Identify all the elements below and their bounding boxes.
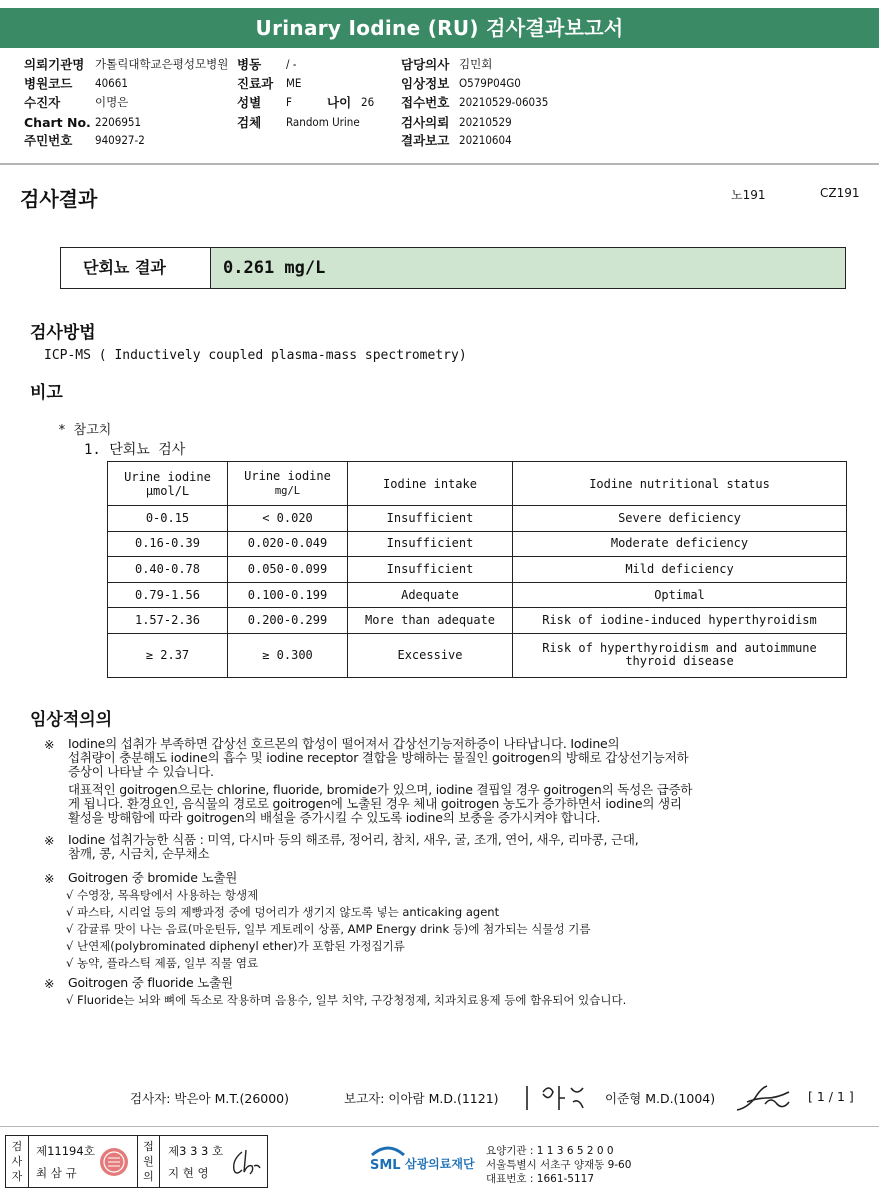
cell: Adequate bbox=[348, 582, 513, 608]
cell: 0.050-0.099 bbox=[228, 557, 348, 583]
patient-value: 이명은 bbox=[95, 95, 129, 109]
chart-value: 2206951 bbox=[95, 115, 142, 129]
header-umol: Urine iodine μmol/L bbox=[108, 462, 228, 506]
hospital-code-value: 40661 bbox=[95, 76, 128, 90]
doctor-value: 김민회 bbox=[459, 57, 493, 71]
table-row bbox=[108, 633, 847, 677]
institution-code: 요양기관 : 1 1 3 6 5 2 0 0 bbox=[486, 1145, 614, 1157]
remark-heading: 비고 bbox=[30, 383, 63, 403]
address: 서울특별시 서초구 양재동 9-60 bbox=[486, 1159, 632, 1171]
table-row bbox=[108, 531, 847, 557]
cell: Excessive bbox=[348, 633, 513, 677]
table-row bbox=[108, 506, 847, 532]
name-1: 최 삼 규 bbox=[36, 1166, 77, 1180]
result-label: 단회뇨 결과 bbox=[61, 248, 211, 288]
reporter-signature bbox=[521, 1078, 591, 1118]
clinical-label: 임상정보 bbox=[401, 76, 450, 91]
name-2: 지 현 영 bbox=[168, 1166, 209, 1180]
specimen-label: 검체 bbox=[237, 115, 262, 130]
resident-value: 940927-2 bbox=[95, 133, 145, 147]
bromide-item: √ 수영장, 목욕탕에서 사용하는 항생제 bbox=[66, 888, 259, 902]
paragraph-3: Iodine 섭취가능한 식품 : 미역, 다시마 등의 해조류, 정어리, 참치, 새우, 굴, 조개, 연어, 새우, 리마콩, 근대, 참깨, 콩, 시금치, 순무채소 bbox=[68, 832, 639, 861]
doctor-signature bbox=[228, 1146, 264, 1178]
footer-divider bbox=[0, 1126, 879, 1127]
svg-text:SML: SML bbox=[370, 1158, 401, 1173]
cell: Insufficient bbox=[348, 531, 513, 557]
note-mark: ※ bbox=[44, 737, 55, 752]
bromide-item: √ 감귤류 맛이 나는 음료(마운틴듀, 일부 게토레이 상품, AMP Energy drink 등)에 첨가되는 식물성 기름 bbox=[66, 922, 591, 936]
table-row bbox=[108, 557, 847, 583]
paragraph-2: 대표적인 goitrogen으로는 chlorine, fluoride, bromide가 있으며, iodine 결핍일 경우 goitrogen의 독성은 급증하 게 됩니다. 환경요인, 음식물의 경로로 goitrogen에 노출된 경우 체내 goitrogen 농도가 증가하면서 iodine의 생리 활성을 방해함에 따라 goitrogen의 배설을 증가시킬 수 있도록 iodine의 보충을 증가시켜야 합니다. bbox=[68, 782, 693, 825]
result-heading: 검사결과 bbox=[20, 187, 98, 211]
bromide-item: √ 난연제(polybrominated diphenyl ether)가 포함된 가정집기류 bbox=[66, 939, 405, 953]
cell: 0.79-1.56 bbox=[108, 582, 228, 608]
hospital-code-label: 병원코드 bbox=[24, 76, 73, 91]
table-row bbox=[108, 582, 847, 608]
table-header-row bbox=[108, 462, 847, 506]
hospital-value: 가톨릭대학교은평성모병원 bbox=[95, 57, 229, 71]
patient-label: 수진자 bbox=[24, 95, 61, 110]
cell: Moderate deficiency bbox=[513, 531, 847, 557]
cell: Severe deficiency bbox=[513, 506, 847, 532]
header-status: Iodine nutritional status bbox=[513, 462, 847, 506]
doctor-label: 담당의사 bbox=[401, 57, 450, 72]
request-label: 검사의뢰 bbox=[401, 115, 450, 130]
page-number: [ 1 / 1 ] bbox=[808, 1089, 854, 1104]
request-value: 20210529 bbox=[459, 115, 512, 129]
reception-value: 20210529-06035 bbox=[459, 95, 549, 109]
license-1: 제11194호 bbox=[36, 1144, 95, 1158]
cell: More than adequate bbox=[348, 608, 513, 634]
license-2: 제3 3 3 호 bbox=[168, 1144, 224, 1158]
bromide-item: √ 파스타, 시리얼 등의 제빵과정 중에 덩어리가 생기지 않도록 넣는 anticaking agent bbox=[66, 905, 500, 919]
fluoride-title: Goitrogen 중 fluoride 노출원 bbox=[68, 975, 233, 990]
patient-info bbox=[24, 55, 864, 155]
cell: Insufficient bbox=[348, 506, 513, 532]
cell: 0.40-0.78 bbox=[108, 557, 228, 583]
specimen-value: Random Urine bbox=[286, 115, 360, 129]
cell: ≥ 2.37 bbox=[108, 633, 228, 677]
clinical-heading: 임상적의의 bbox=[30, 710, 113, 730]
reporter-sign: 보고자: 이아람 M.D.(1121) bbox=[344, 1091, 499, 1106]
reference-subtitle: 1. 단회뇨 검사 bbox=[84, 442, 186, 458]
cell: 0.020-0.049 bbox=[228, 531, 348, 557]
clinical-value: O579P04G0 bbox=[459, 76, 521, 90]
cell: Risk of iodine-induced hyperthyroidism bbox=[513, 608, 847, 634]
note-mark: ※ bbox=[44, 871, 55, 886]
paragraph-1: Iodine의 섭취가 부족하면 갑상선 호르몬의 합성이 떨어져서 갑상선기능저하증이 나타납니다. Iodine의 섭취량이 충분해도 iodine의 흡수 및 iodine receptor 결합을 방해하는 물질인 goitrogen의 방해로 갑상선기능저하 증상이 나타날 수 있습니다. bbox=[68, 736, 689, 779]
cell: 0.200-0.299 bbox=[228, 608, 348, 634]
tester-column: 검 사 자 bbox=[6, 1136, 29, 1187]
method-text: ICP-MS ( Inductively coupled plasma-mass spectrometry) bbox=[44, 348, 467, 363]
report-value: 20210604 bbox=[459, 133, 512, 147]
doctor-column: 접 원 의 bbox=[137, 1136, 160, 1187]
cell: Risk of hyperthyroidism and autoimmune thyroid disease bbox=[513, 633, 847, 677]
cell: Mild deficiency bbox=[513, 557, 847, 583]
code-no: 노191 bbox=[731, 188, 766, 202]
divider bbox=[0, 163, 879, 165]
dept-value: ME bbox=[286, 76, 302, 90]
result-box bbox=[60, 247, 846, 289]
note-mark: ※ bbox=[44, 833, 55, 848]
cell: Optimal bbox=[513, 582, 847, 608]
cell: 0.100-0.199 bbox=[228, 582, 348, 608]
sml-logo-icon bbox=[368, 1141, 408, 1175]
ward-value: / - bbox=[286, 57, 297, 71]
method-heading: 검사방법 bbox=[30, 323, 96, 343]
seal-icon bbox=[98, 1146, 130, 1178]
header-mg: Urine iodine mg/L bbox=[228, 462, 348, 506]
hospital-label: 의뢰기관명 bbox=[24, 57, 85, 72]
age-value: 26 bbox=[361, 95, 375, 109]
brand-name: 삼광의료재단 bbox=[405, 1157, 475, 1171]
table-row bbox=[108, 608, 847, 634]
report-label: 결과보고 bbox=[401, 133, 450, 148]
resident-label: 주민번호 bbox=[24, 133, 73, 148]
doctor2-signature bbox=[733, 1080, 795, 1116]
chart-label: Chart No. bbox=[24, 115, 91, 130]
doctor2-sign: 이준형 M.D.(1004) bbox=[605, 1091, 716, 1106]
code-cz: CZ191 bbox=[820, 186, 860, 200]
cell: 0-0.15 bbox=[108, 506, 228, 532]
note-mark: ※ bbox=[44, 976, 55, 991]
reception-label: 접수번호 bbox=[401, 95, 450, 110]
phone: 대표번호 : 1661-5117 bbox=[486, 1173, 595, 1185]
sex-value: F bbox=[286, 95, 292, 109]
sex-label: 성별 bbox=[237, 95, 262, 110]
cell: ≥ 0.300 bbox=[228, 633, 348, 677]
cell: < 0.020 bbox=[228, 506, 348, 532]
cell: 1.57-2.36 bbox=[108, 608, 228, 634]
dept-label: 진료과 bbox=[237, 76, 274, 91]
reference-table bbox=[107, 461, 847, 678]
bromide-item: √ 농약, 플라스틱 제품, 일부 직물 염료 bbox=[66, 956, 259, 970]
ward-label: 병동 bbox=[237, 57, 262, 72]
result-value: 0.261 mg/L bbox=[211, 248, 845, 288]
bromide-title: Goitrogen 중 bromide 노출원 bbox=[68, 870, 238, 885]
cell: 0.16-0.39 bbox=[108, 531, 228, 557]
header-intake: Iodine intake bbox=[348, 462, 513, 506]
report-title: Urinary Iodine (RU) 검사결과보고서 bbox=[0, 8, 879, 48]
fluoride-item: √ Fluoride는 뇌와 뼈에 독소로 작용하며 음용수, 일부 치약, 구강청정제, 치과치료용제 등에 함유되어 있습니다. bbox=[66, 993, 627, 1007]
tester-sign: 검사자: 박은아 M.T.(26000) bbox=[130, 1091, 290, 1106]
age-label: 나이 bbox=[327, 95, 352, 110]
license-box bbox=[5, 1135, 268, 1188]
cell: Insufficient bbox=[348, 557, 513, 583]
reference-title: * 참고치 bbox=[58, 423, 112, 438]
